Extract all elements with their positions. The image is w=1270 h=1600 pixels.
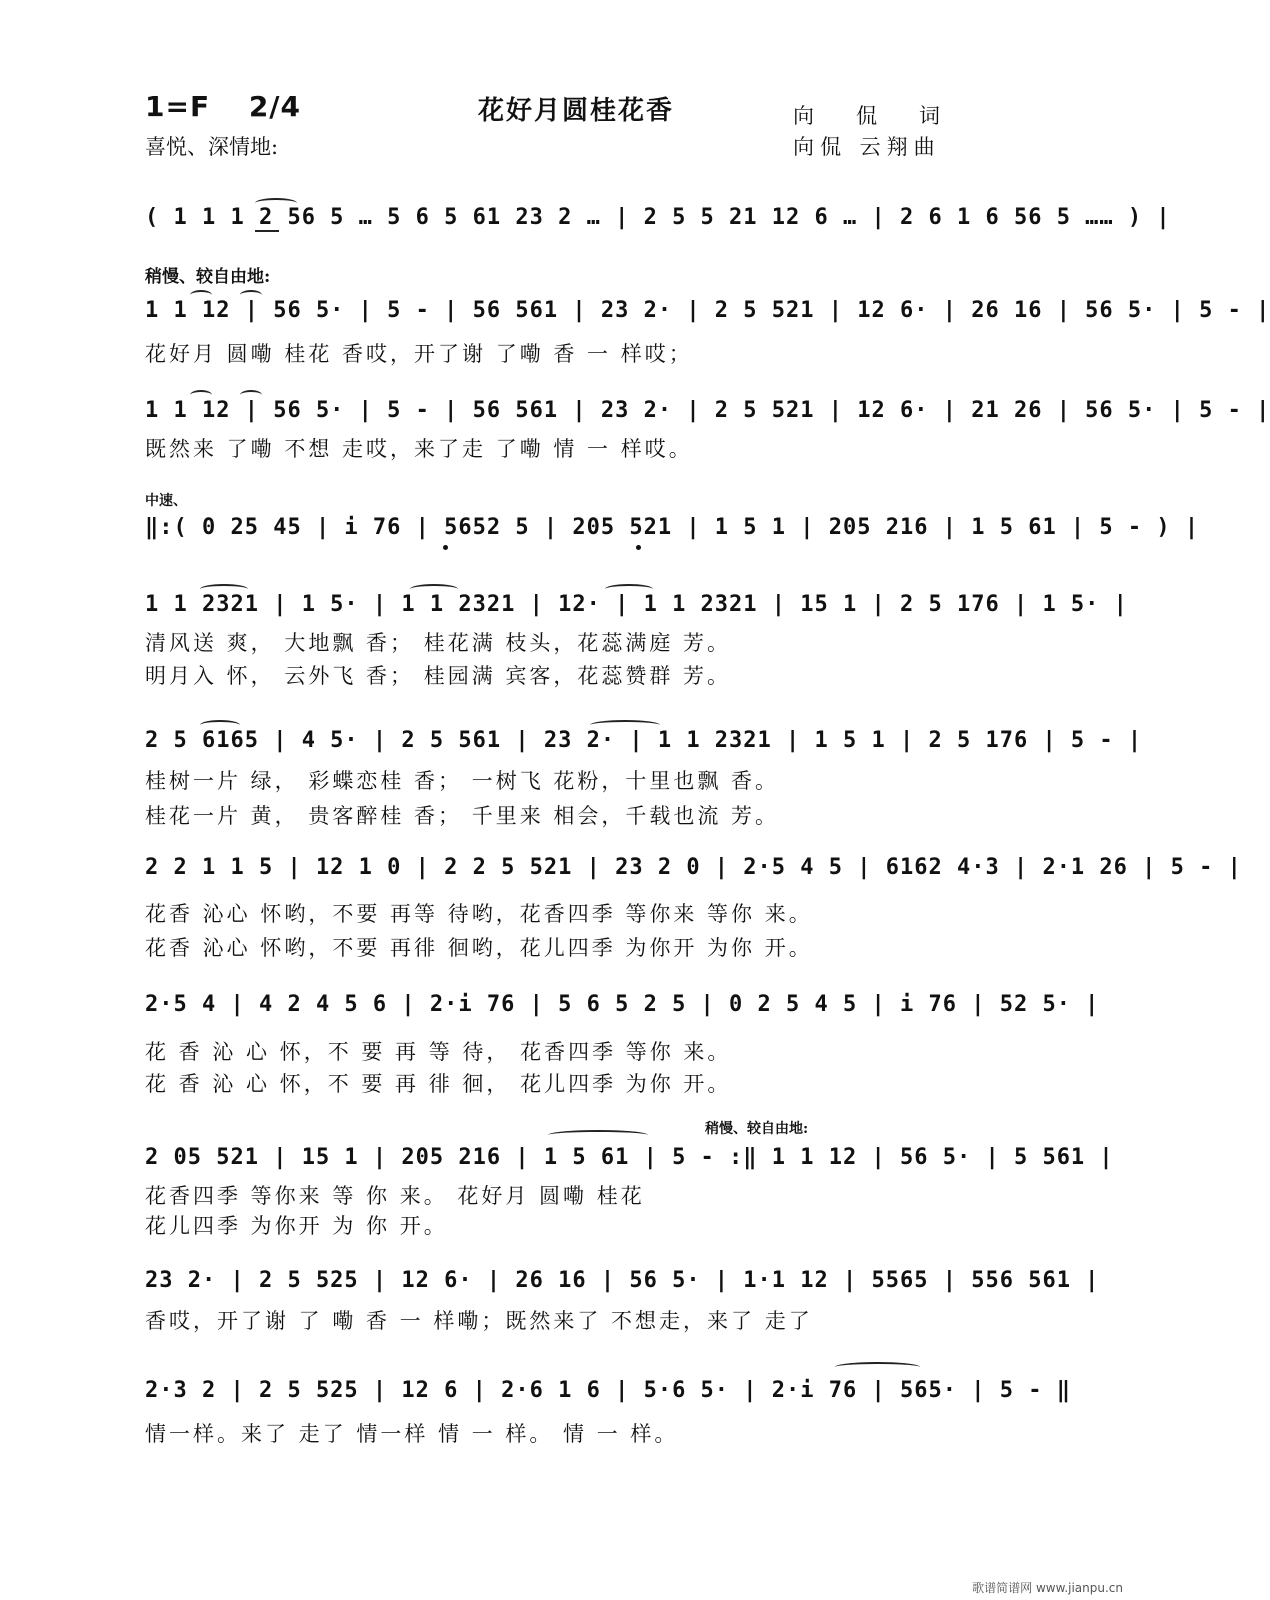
- slur: [240, 290, 262, 300]
- lyric-line: 香哎，开了谢 了 嘞 香 一 样嘞；既然来了 不想走，来了 走了: [145, 1309, 813, 1333]
- expression-marking: 喜悦、深情地:: [145, 135, 279, 159]
- slur: [255, 198, 297, 208]
- tempo-marking: 稍慢、较自由地:: [705, 1121, 809, 1137]
- notation-line-11: 2·3 2 | 2 5 525 | 12 6 | 2·6 1 6 | 5·6 5· | 2·i 76 | 565· | 5 - ‖: [145, 1378, 1071, 1403]
- slur: [240, 390, 262, 400]
- slur: [200, 584, 248, 594]
- lyric-line: 花好月 圆嘞 桂花 香哎，开了谢 了嘞 香 一 样哎；: [145, 342, 693, 366]
- lyric-line: 花香四季 等你来 等 你 来。 花好月 圆嘞 桂花: [145, 1184, 645, 1208]
- lyric-line: 既然来 了嘞 不想 走哎，来了走 了嘞 情 一 样哎。: [145, 437, 693, 461]
- notation-line-7: 2 2 1 1 5 | 12 1 0 | 2 2 5 521 | 23 2 0 | 2·5 4 5 | 6162 4·3 | 2·1 26 | 5 - |: [145, 855, 1242, 880]
- slur: [590, 720, 660, 730]
- notation-line-3: 1 1 12 | 56 5· | 5 - | 56 561 | 23 2· | 2 5 521 | 12 6· | 21 26 | 56 5· | 5 - |: [145, 398, 1270, 423]
- lyric-line: 情一样。来了 走了 情一样 情 一 样。 情 一 样。: [145, 1422, 679, 1446]
- notation-line-5: 1 1 2321 | 1 5· | 1 1 2321 | 12· | 1 1 2321 | 15 1 | 2 5 176 | 1 5· |: [145, 592, 1128, 617]
- slur: [548, 1130, 648, 1140]
- song-title: 花好月圆桂花香: [478, 96, 675, 126]
- lyric-line: 桂树一片 绿， 彩蝶恋桂 香； 一树飞 花粉，十里也飘 香。: [145, 769, 780, 793]
- slur: [190, 390, 212, 400]
- composer-credit: 向侃 云翔曲: [793, 135, 941, 159]
- slur: [835, 1362, 920, 1372]
- low-octave-dot: [636, 545, 641, 550]
- lyric-line: 花 香 沁 心 怀，不 要 再 等 待， 花香四季 等你 来。: [145, 1040, 732, 1064]
- lyric-line: 花香 沁心 怀哟，不要 再等 待哟，花香四季 等你来 等你 来。: [145, 902, 813, 926]
- slur: [200, 720, 240, 730]
- notation-line-6: 2 5 6165 | 4 5· | 2 5 561 | 23 2· | 1 1 2321 | 1 5 1 | 2 5 176 | 5 - |: [145, 728, 1143, 753]
- notation-line-8: 2·5 4 | 4 2 4 5 6 | 2·i 76 | 5 6 5 2 5 | 0 2 5 4 5 | i 76 | 52 5· |: [145, 992, 1100, 1017]
- lyricist-credit: 向侃词: [793, 104, 982, 128]
- notation-line-10: 23 2· | 2 5 525 | 12 6· | 26 16 | 56 5· | 1·1 12 | 5565 | 556 561 |: [145, 1268, 1100, 1293]
- tempo-marking: 中速、: [145, 493, 187, 509]
- low-octave-dot: [443, 545, 448, 550]
- lyric-line: 花 香 沁 心 怀，不 要 再 徘 徊， 花儿四季 为你 开。: [145, 1072, 732, 1096]
- notation-line-9: 2 05 521 | 15 1 | 205 216 | 1 5 61 | 5 - :‖ 1 1 12 | 56 5· | 5 561 |: [145, 1145, 1114, 1170]
- site-watermark: 歌谱简谱网 www.jianpu.cn: [972, 1581, 1123, 1595]
- key-time-signature: 1=F 2/4: [145, 90, 302, 123]
- slur: [605, 584, 653, 594]
- slur: [190, 290, 212, 300]
- tempo-marking: 稍慢、较自由地:: [145, 267, 271, 287]
- notation-line-4: ‖:( 0 25 45 | i 76 | 5652 5 | 205 521 | 1 5 1 | 205 216 | 1 5 61 | 5 - ) |: [145, 515, 1200, 540]
- lyric-line: 桂花一片 黄， 贵客醉桂 香； 千里来 相会，千载也流 芳。: [145, 804, 780, 828]
- lyric-line: 明月入 怀， 云外飞 香； 桂园满 宾客，花蕊赞群 芳。: [145, 664, 732, 688]
- underline: [255, 230, 279, 232]
- notation-line-2: 1 1 12 | 56 5· | 5 - | 56 561 | 23 2· | 2 5 521 | 12 6· | 26 16 | 56 5· | 5 - |: [145, 298, 1270, 323]
- notation-line-1: ( 1 1 1 2 56 5 … 5 6 5 61 23 2 … | 2 5 5 21 12 6 … | 2 6 1 6 56 5 …… ) |: [145, 205, 1171, 230]
- lyric-line: 花香 沁心 怀哟，不要 再徘 徊哟，花儿四季 为你开 为你 开。: [145, 936, 813, 960]
- lyric-line: 花儿四季 为你开 为 你 开。: [145, 1214, 448, 1238]
- lyric-line: 清风送 爽， 大地飘 香； 桂花满 枝头，花蕊满庭 芳。: [145, 631, 732, 655]
- slur: [410, 584, 458, 594]
